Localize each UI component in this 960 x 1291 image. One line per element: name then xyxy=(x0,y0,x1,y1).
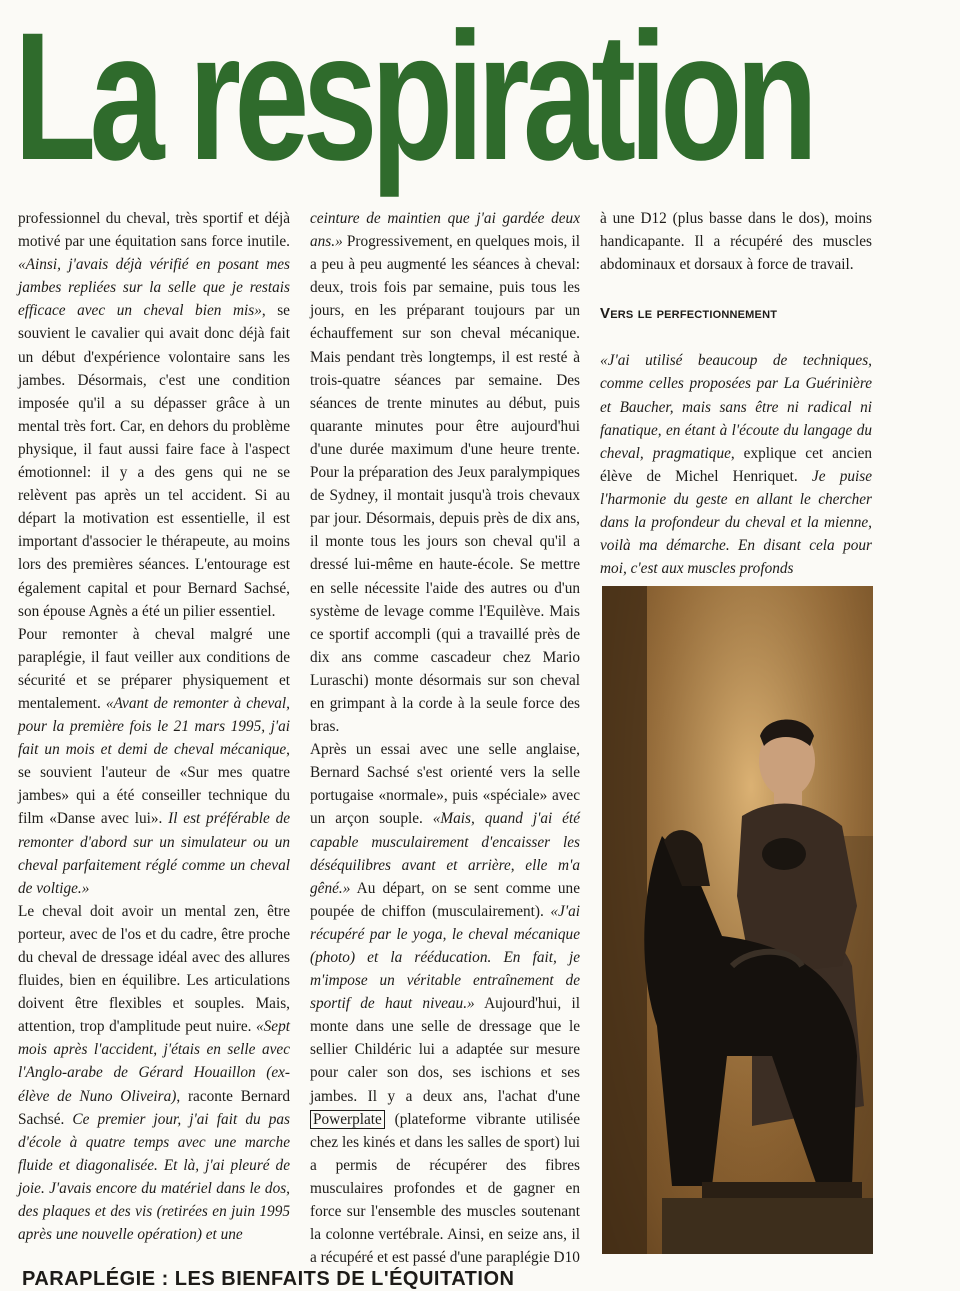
rider-on-mechanical-horse-photo xyxy=(602,586,873,1254)
footer-banner: PARAPLÉGIE : LES BIENFAITS DE L'ÉQUITATION xyxy=(22,1268,515,1290)
paragraph: Après un essai avec une selle anglaise, Bernard Sachsé s'est orienté vers la selle portugaise «normale», puis «spéciale» avec un arçon souple. «Mais, quand j'ai été capable musculairement d'encaisser les déséquilibres avant et arrière, elle m'a gêné.» Au départ, on se sent comme une poupée de chiffon (musculairement). «J'ai récupéré par le yoga, le cheval mécanique (photo) et la rééducation. En fait, je m'impose un véritable entraînement de sportif de haut niveau.» Aujourd'hui, il monte dans une selle de dressage que le sellier Childéric lui a adaptée sur mesure pour caler son dos, ses ischions et ses jambes. Il y a deux ans, l'achat d'une Powerplate (plateforme vibrante utilisée chez les kinés et dans les salles de sport) lui a permis de récupérer des fibres musculaires profondes et de gagner en force sur l'ensemble des muscles soutenant la colonne vertébrale. Ainsi, en seize ans, il a récupéré et est passé d'une paraplégie D10 xyxy=(310,741,580,1267)
section-heading: Vers le perfectionnement xyxy=(600,305,778,323)
article-title: La respiration xyxy=(14,0,812,198)
paragraph: Le cheval doit avoir un mental zen, être porteur, avec de l'os et du cadre, être proche du cheval de dressage idéal avec des allures fluides, bien en équilibre. Les articulations doivent être flexibles et souples. Mais, attention, trop d'amplitude peut nuire. «Sept mois après l'accident, j'étais en selle avec l'Anglo-arabe de Gérard Houaillon (ex-élève de Nuno Oliveira), raconte Bernard Sachsé. Ce premier jour, j'ai fait du pas d'école à quatre temps avec une marche fluide et diagonalisée. Et là, j'ai pleuré de joie. J'avais encore du matériel dans le dos, des plaques et des vis (retirées en juin 1995 après une nouvelle opération) et une xyxy=(18,902,291,1244)
powerplate-term: Powerplate xyxy=(310,1110,385,1129)
paragraph: professionnel du cheval, très sportif et déjà motivé par une équitation sans force inutile. «Ainsi, j'avais déjà vérifié en posant mes jambes repliées sur la selle que je restais efficace avec un cheval bien mis», se souvient le cavalier qui avait donc déjà fait un début d'expérience volontaire sans les jambes. Désormais, c'est une condition imposée qu'il a su dépasser grâce à un mental très fort. Car, en dehors du problème physique, il faut aussi faire face à l'aspect émotionnel: il y a des gens qui ne se relèvent pas après un tel accident. Si au départ la motivation est essentielle, il est important d'associer le thérapeute, au moins lors des premières séances. L'entourage est également capital et pour Bernard Sachsé, son épouse Agnès a été un pilier essentiel. xyxy=(18,210,290,620)
text-column-1 xyxy=(18,207,290,1246)
paragraph: à une D12 (plus basse dans le dos), moins handicapante. Il a récupéré des muscles abdominaux et dorsaux à force de travail. xyxy=(600,210,872,274)
paragraph: Pour remonter à cheval malgré une paraplégie, il faut veiller aux conditions de sécurité et se préparer physiquement et mentalement. «Avant de remonter à cheval, pour la première fois le 21 mars 1995, j'ai fait un mois et demi de cheval mécanique, se souvient l'auteur de «Sur mes quatre jambes» qui a été conseiller technique du film «Danse avec lui». Il est préférable de remonter d'abord sur un simulateur ou un cheval parfaitement réglé comme un cheval de voltige.» xyxy=(18,625,291,897)
paragraph: ceinture de maintien que j'ai gardée deux ans.» Progressivement, en quelques mois, il a peu à peu augmenté les séances à cheval: deux, trois fois par semaine, puis tous les jours, en les préparant toujours par un échauffement sur son cheval mécanique. Mais pendant très longtemps, il est resté à trois-quatre séances par semaine. Des séances de trente minutes au début, puis quarante minutes pour être aujourd'hui d'une durée maximum d'une heure trente. Pour la préparation des Jeux paralympiques de Sydney, il montait jusqu'à trois chevaux par jour. Désormais, depuis près de dix ans, il monte tous les jours son cheval qu'il a dressé lui-même en haute-école. Se mettre en selle nécessite l'aide des autres ou d'un système de levage comme l'Equilève. Mais ce sportif accompli (qui a travaillé près de dix ans comme cascadeur chez Mario Luraschi) monte désormais sur son cheval en grimpant à la corde à la seule force des bras. xyxy=(310,210,580,736)
text-column-3 xyxy=(600,207,872,580)
text-column-2 xyxy=(310,207,580,1269)
paragraph: «J'ai utilisé beaucoup de techniques, comme celles proposées par La Guérinière et Baucher, mais sans être ni radical ni fanatique, en étant à l'écoute du langage du cheval, pragmatique, explique cet ancien élève de Michel Henriquet. Je puise l'harmonie du geste en allant le chercher dans la profondeur du cheval et la mienne, voilà ma démarche. En disant cela pour moi, c'est aux muscles profonds xyxy=(600,352,873,578)
